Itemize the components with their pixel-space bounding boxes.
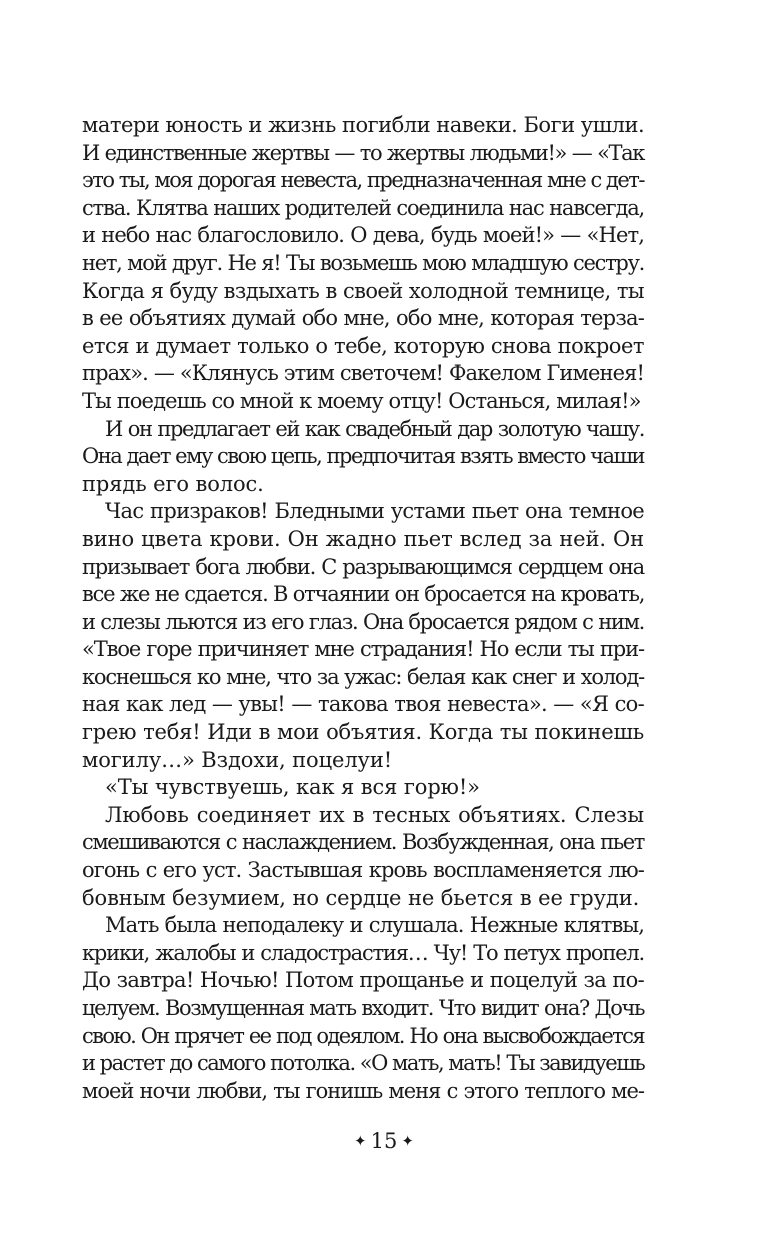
text-line: И он предлагает ей как свадебный дар золотую чашу.	[105, 416, 644, 441]
text-line: ства. Клятва наших родителей соединила нас навсегда,	[82, 195, 644, 220]
text-line: И единственные жертвы — то жертвы людьми!» — «Так	[82, 140, 644, 165]
text-line: нет, мой друг. Не я! Ты возьмешь мою младшую сестру.	[82, 250, 644, 275]
page-number-value: 15	[370, 1129, 398, 1153]
text-line: Мать была неподалеку и слушала. Нежные клятвы,	[105, 913, 644, 938]
text-line: «Твое горе причиняет мне страдания! Но если ты при-	[82, 637, 644, 662]
text-line: все же не сдается. В отчаянии он бросается на кровать,	[82, 582, 645, 607]
text-line: крики, жалобы и сладострастия… Чу! То петух пропел.	[82, 940, 644, 965]
text-line: грею тебя! Иди в мои объятия. Когда ты покинешь	[82, 720, 644, 745]
page-number	[0, 1127, 768, 1155]
text-line: Ты поедешь со мной к моему отцу! Останься, милая!»	[82, 388, 641, 413]
text-line: огонь с его уст. Застывшая кровь воспламеняется лю-	[82, 858, 644, 883]
ornament-left-icon: ✦	[354, 1132, 367, 1150]
text-line: матери юность и жизнь погибли навеки. Боги ушли.	[82, 113, 645, 137]
text-line: и растет до самого потолка. «О мать, мать! Ты завидуешь	[82, 1051, 645, 1076]
text-line: смешиваются с наслаждением. Возбужденная, она пьет	[82, 830, 644, 855]
text-line: моей ночи любви, ты гонишь меня с этого теплого ме-	[82, 1078, 644, 1103]
text-line: прах». — «Клянусь этим светочем! Факелом Гименея!	[82, 361, 644, 386]
text-line: вино цвета крови. Он жадно пьет вслед за ней. Он	[82, 526, 644, 551]
text-line: и слезы льются из его глаз. Она бросается рядом с ним.	[82, 609, 644, 634]
text-line: ная как лед — увы! — такова твоя невеста». — «Я со-	[82, 692, 644, 717]
text-line: Час призраков! Бледными устами пьет она темное	[105, 499, 644, 524]
text-line: призывает бога любви. С разрывающимся сердцем она	[82, 554, 644, 579]
text-line: могилу…» Вздохи, поцелуи!	[82, 747, 393, 772]
text-line: прядь его волос.	[82, 471, 264, 496]
text-line: ется и думает только о тебе, которую снова покроет	[82, 333, 644, 358]
text-line: и небо нас благословило. О дева, будь моей!» — «Нет,	[82, 223, 644, 248]
text-line: До завтра! Ночью! Потом прощанье и поцелуй за по-	[82, 968, 644, 993]
text-line: целуем. Возмущенная мать входит. Что видит она? Дочь	[82, 996, 644, 1020]
text-line: Любовь соединяет их в тесных объятиях. Слезы	[105, 802, 644, 827]
text-line: коснешься ко мне, что за ужас: белая как снег и холод-	[82, 664, 644, 689]
text-line: бовным безумием, но сердце не бьется в ее груди.	[82, 885, 640, 910]
text-line: это ты, моя дорогая невеста, предназначенная мне с дет-	[82, 168, 644, 193]
page-text	[82, 112, 644, 1105]
ornament-right-icon: ✦	[401, 1132, 414, 1150]
text-line: в ее объятиях думай обо мне, обо мне, которая терза-	[82, 306, 644, 331]
text-line: Она дает ему свою цепь, предпочитая взять вместо чаши	[82, 444, 644, 469]
text-line: «Ты чувствуешь, как я вся горю!»	[105, 775, 480, 800]
text-line: свою. Он прячет ее под одеялом. Но она высвобождается	[82, 1023, 644, 1048]
text-line: Когда я буду вздыхать в своей холодной темнице, ты	[82, 278, 644, 303]
